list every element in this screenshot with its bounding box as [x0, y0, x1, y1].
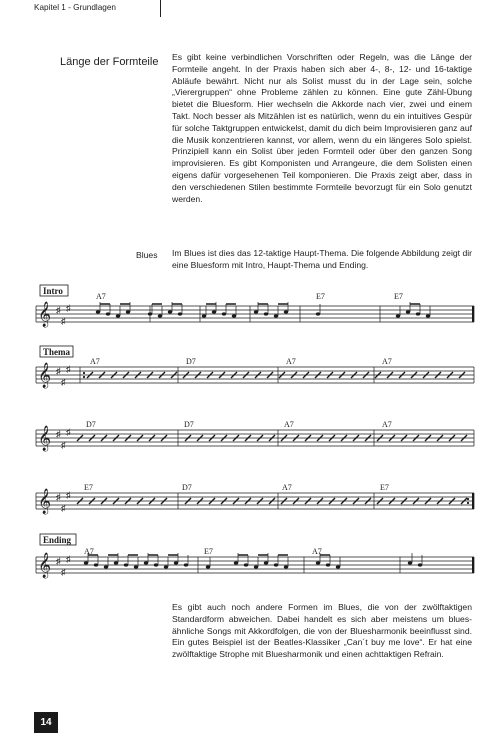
- repeat-dot: [83, 376, 85, 378]
- note-head: [316, 312, 320, 315]
- chord-symbol: D7: [184, 420, 194, 429]
- note-head: [406, 310, 410, 313]
- chord-symbol: E7: [394, 292, 403, 301]
- note-head: [124, 563, 128, 566]
- chord-symbol: E7: [316, 292, 325, 301]
- note-head: [164, 565, 168, 568]
- treble-clef-icon: 𝄞: [38, 362, 52, 387]
- sharp-icon: ♯: [61, 377, 66, 387]
- chord-symbol: D7: [182, 483, 192, 492]
- chord-symbol: A7: [84, 547, 94, 556]
- note-head: [264, 561, 268, 564]
- note-head: [104, 565, 108, 568]
- sharp-icon: ♯: [66, 364, 71, 374]
- chord-symbol: A7: [382, 420, 392, 429]
- note-head: [416, 312, 420, 315]
- note-head: [254, 310, 258, 313]
- sharp-icon: ♯: [66, 490, 71, 500]
- chord-symbol: A7: [90, 357, 100, 366]
- treble-clef-icon: 𝄞: [38, 425, 52, 450]
- note-head: [184, 563, 188, 566]
- note-head: [264, 312, 268, 315]
- note-head: [408, 561, 412, 564]
- note-head: [96, 310, 100, 313]
- note-head: [116, 314, 120, 317]
- sharp-icon: ♯: [56, 366, 61, 376]
- treble-clef-icon: 𝄞: [38, 488, 52, 513]
- note-head: [154, 563, 158, 566]
- chapter-title: Kapitel 1 - Grundlagen: [34, 3, 116, 12]
- note-head: [144, 561, 148, 564]
- chord-symbol: E7: [380, 483, 389, 492]
- treble-clef-icon: 𝄞: [38, 552, 52, 577]
- final-barline: [472, 306, 474, 322]
- sharp-icon: ♯: [66, 554, 71, 564]
- note-head: [284, 310, 288, 313]
- note-head: [134, 565, 138, 568]
- note-head: [178, 312, 182, 315]
- note-head: [126, 310, 130, 313]
- note-head: [244, 563, 248, 566]
- note-head: [234, 561, 238, 564]
- repeat-dot: [467, 498, 469, 500]
- chord-symbol: A7: [284, 420, 294, 429]
- note-head: [418, 563, 422, 566]
- sharp-icon: ♯: [56, 556, 61, 566]
- sharp-icon: ♯: [66, 427, 71, 437]
- sharp-icon: ♯: [56, 429, 61, 439]
- note-head: [426, 314, 430, 317]
- sharp-icon: ♯: [61, 316, 66, 326]
- sharp-icon: ♯: [61, 440, 66, 450]
- note-head: [174, 561, 178, 564]
- note-head: [212, 310, 216, 313]
- chord-symbol: E7: [204, 547, 213, 556]
- treble-clef-icon: 𝄞: [38, 301, 52, 326]
- chord-symbol: A7: [382, 357, 392, 366]
- note-head: [232, 314, 236, 317]
- note-head: [106, 312, 110, 315]
- blues-side-label: Blues: [136, 250, 158, 260]
- section-title: Länge der Formteile: [60, 56, 159, 68]
- note-head: [274, 314, 278, 317]
- ending-label: Ending: [43, 535, 72, 545]
- note-head: [148, 312, 152, 315]
- sharp-icon: ♯: [66, 303, 71, 313]
- note-head: [254, 565, 258, 568]
- outro-paragraph: Es gibt auch noch andere Formen im Blues, die von der zwölftaktigen Standardform abweichen. Dabei handelt es sich aber meistens um blues-ähnliche Songs mit Akkordfolgen, die von der Bluesharmonik beeinflusst sind. Ein gutes Beispiel ist der Beatles-Klassiker „Can´t buy me love“. Er hat eine zwölftaktige Strophe mit Bluesharmonik und einen achttaktigen Refrain.: [172, 602, 472, 660]
- repeat-dot: [467, 502, 469, 504]
- note-head: [274, 563, 278, 566]
- page-header: [0, 0, 500, 18]
- intro-paragraph: Es gibt keine verbindlichen Vorschriften oder Regeln, was die Länge der Formteile angeht. In der Praxis haben sich aber 4-, 8-, 12- und 16-taktige Abläufe bewährt. Nicht nur als Solist musst du in der Lage sein, solche „Vierergruppen“ ohne Probleme zählen zu können. Eine gute Zähl-Übung bietet die Bluesform. Hier wechseln die Akkorde nach vier, zwei und einem Takt. Noch besser als Mitzählen ist es natürlich, wenn du ein intuitives Gespür für solche Taktgruppen entwickelst, damit du dich beim Improvisieren ganz auf die Musik konzentrieren kannst, vor allem, wenn du ein längeres Solo spielst. Prinzipiell kann ein Solist über jeden Formteil oder über den ganzen Song improvisieren. Es gibt Komponisten und Arrangeure, die dem Solisten einen eigens dafür vorgesehenen Teil komponieren. Die Praxis zeigt aber, dass in den verschiedenen Stilen bestimmte Formteile bevorzugt für ein Solo genutzt werden.: [172, 52, 472, 204]
- page-number: 14: [34, 712, 58, 733]
- note-head: [284, 565, 288, 568]
- chord-symbol: D7: [86, 420, 96, 429]
- repeat-dot: [83, 372, 85, 374]
- note-head: [222, 312, 226, 315]
- intro-label: Intro: [43, 286, 63, 296]
- header-divider: [160, 0, 161, 17]
- chord-symbol: A7: [96, 292, 106, 301]
- note-head: [84, 561, 88, 564]
- chord-symbol: E7: [84, 483, 93, 492]
- note-head: [168, 310, 172, 313]
- sharp-icon: ♯: [61, 503, 66, 513]
- chord-symbol: A7: [286, 357, 296, 366]
- chord-symbol: A7: [312, 547, 322, 556]
- note-head: [326, 563, 330, 566]
- note-head: [202, 314, 206, 317]
- blues-paragraph: Im Blues ist dies das 12-taktige Haupt-Thema. Die folgende Abbildung zeigt dir eine Bluesform mit Intro, Haupt-Thema und Ending.: [172, 248, 472, 270]
- note-head: [336, 565, 340, 568]
- note-head: [114, 561, 118, 564]
- final-barline: [472, 493, 474, 509]
- chord-symbol: A7: [282, 483, 292, 492]
- final-barline: [472, 557, 474, 573]
- sharp-icon: ♯: [56, 305, 61, 315]
- sharp-icon: ♯: [61, 567, 66, 577]
- note-head: [206, 565, 210, 568]
- thema-label: Thema: [43, 347, 70, 357]
- note-head: [396, 314, 400, 317]
- blues-form-score: [0, 284, 500, 594]
- note-head: [94, 563, 98, 566]
- note-head: [158, 314, 162, 317]
- note-head: [316, 561, 320, 564]
- sharp-icon: ♯: [56, 492, 61, 502]
- chord-symbol: D7: [186, 357, 196, 366]
